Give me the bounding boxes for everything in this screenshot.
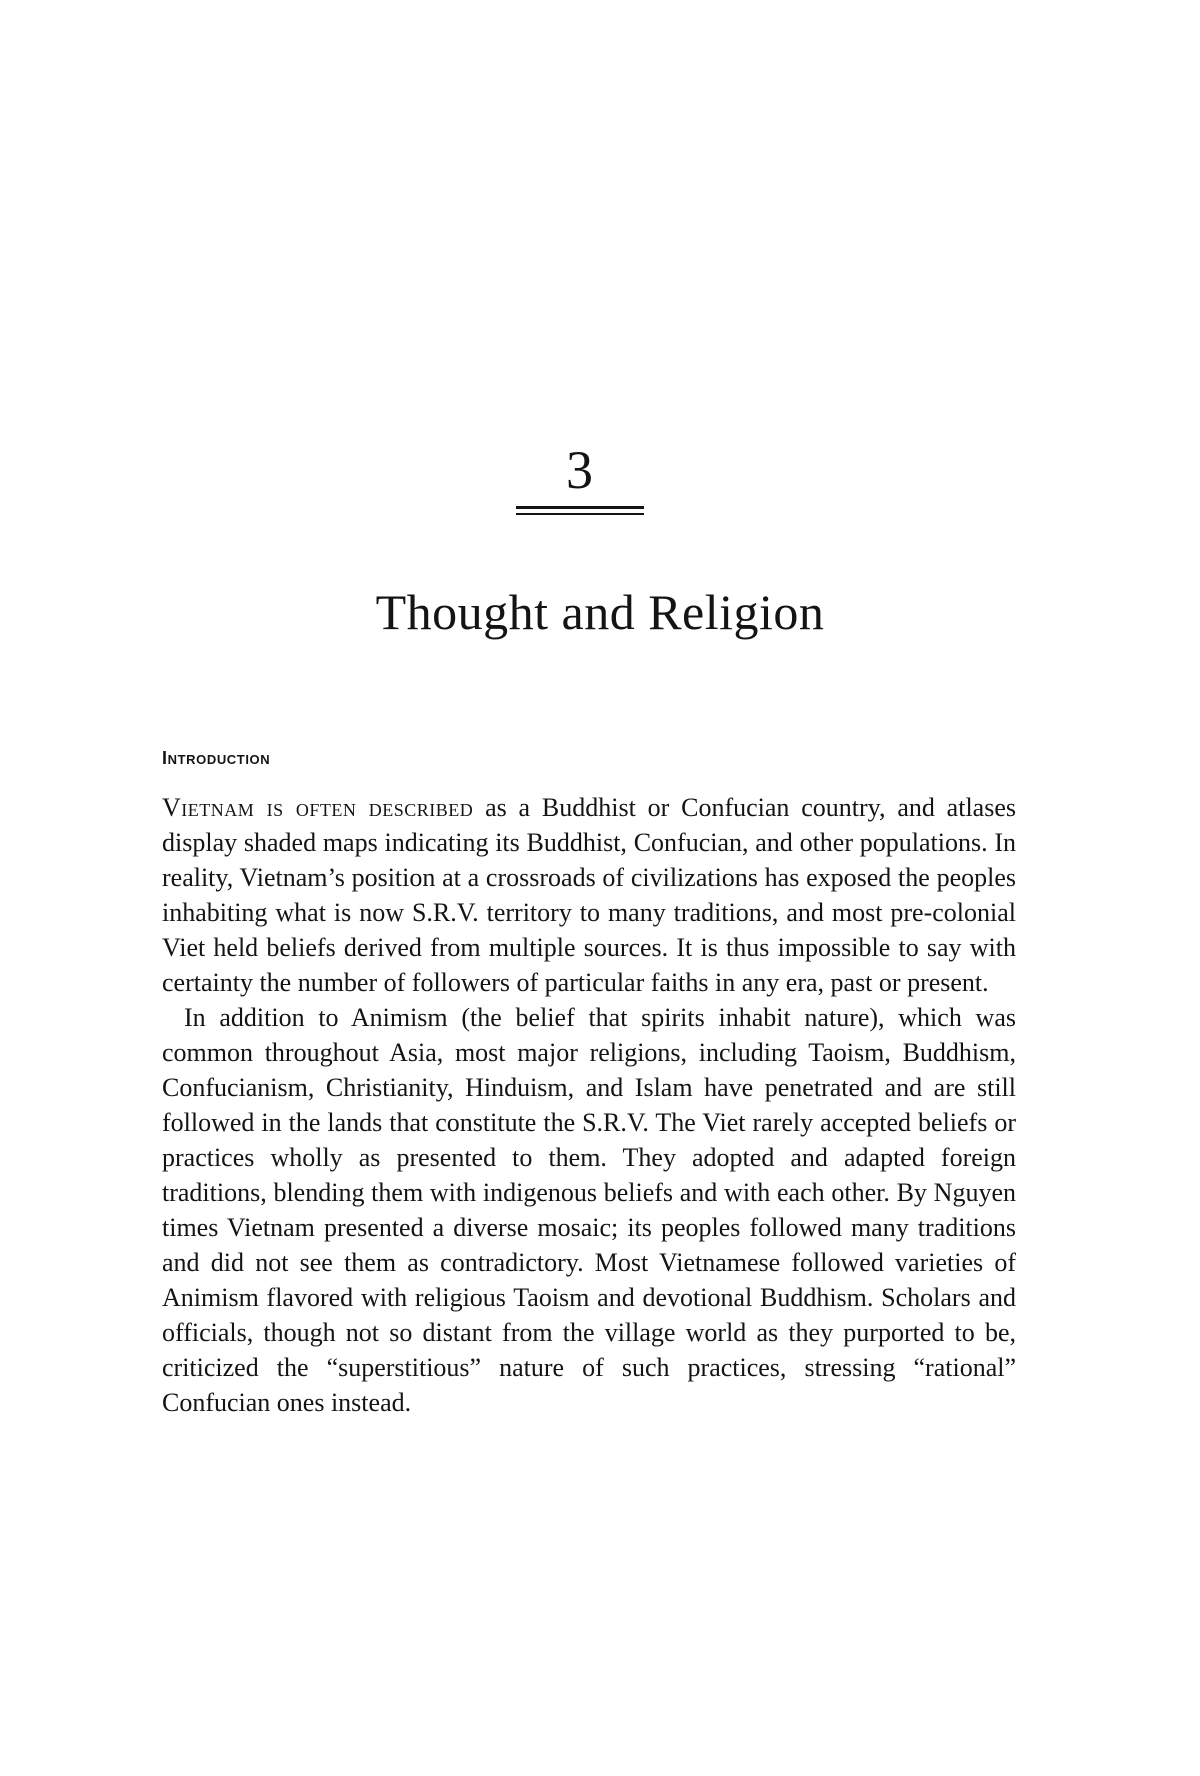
paragraph-1 — [162, 790, 1016, 1000]
section-heading: Introduction — [162, 748, 271, 768]
paragraph-2 — [162, 1000, 1016, 1420]
chapter-number-block — [516, 440, 644, 515]
body-text — [162, 790, 1016, 1420]
chapter-title: Thought and Religion — [375, 584, 825, 640]
chapter-rule-upper — [516, 506, 644, 509]
chapter-number: 3 — [566, 440, 594, 500]
paragraph-1-text: as a Buddhist or Confucian country, and atlases display shaded maps indicating its Buddhist, Confucian, and other populations. In reality, Vietnam’s position at a crossroads of civilizations has exposed the peoples inhabiting what is now S.R.V. territory to many traditions, and most pre-colonial Viet held beliefs derived from multiple sources. It is thus impossible to say with certainty the number of followers of particular faiths in any era, past or present. — [162, 793, 1016, 997]
paragraph-lead-in: Vietnam is often described — [162, 793, 474, 822]
chapter-rule-lower — [516, 513, 644, 515]
paragraph-2-text: In addition to Animism (the belief that spirits inhabit nature), which was common throughout Asia, most major religions, including Taoism, Buddhism, Confucianism, Christianity, Hinduism, and Islam have penetrated and are still followed in the lands that constitute the S.R.V. The Viet rarely accepted beliefs or practices wholly as presented to them. They adopted and adapted foreign traditions, blending them with indigenous beliefs and with each other. By Nguyen times Vietnam presented a diverse mosaic; its peoples followed many traditions and did not see them as contradictory. Most Vietnamese followed varieties of Animism flavored with religious Taoism and devotional Buddhism. Scholars and officials, though not so distant from the village world as they purported to be, criticized the “superstitious” nature of such practices, stressing “rational” Confucian ones instead. — [162, 1003, 1016, 1417]
